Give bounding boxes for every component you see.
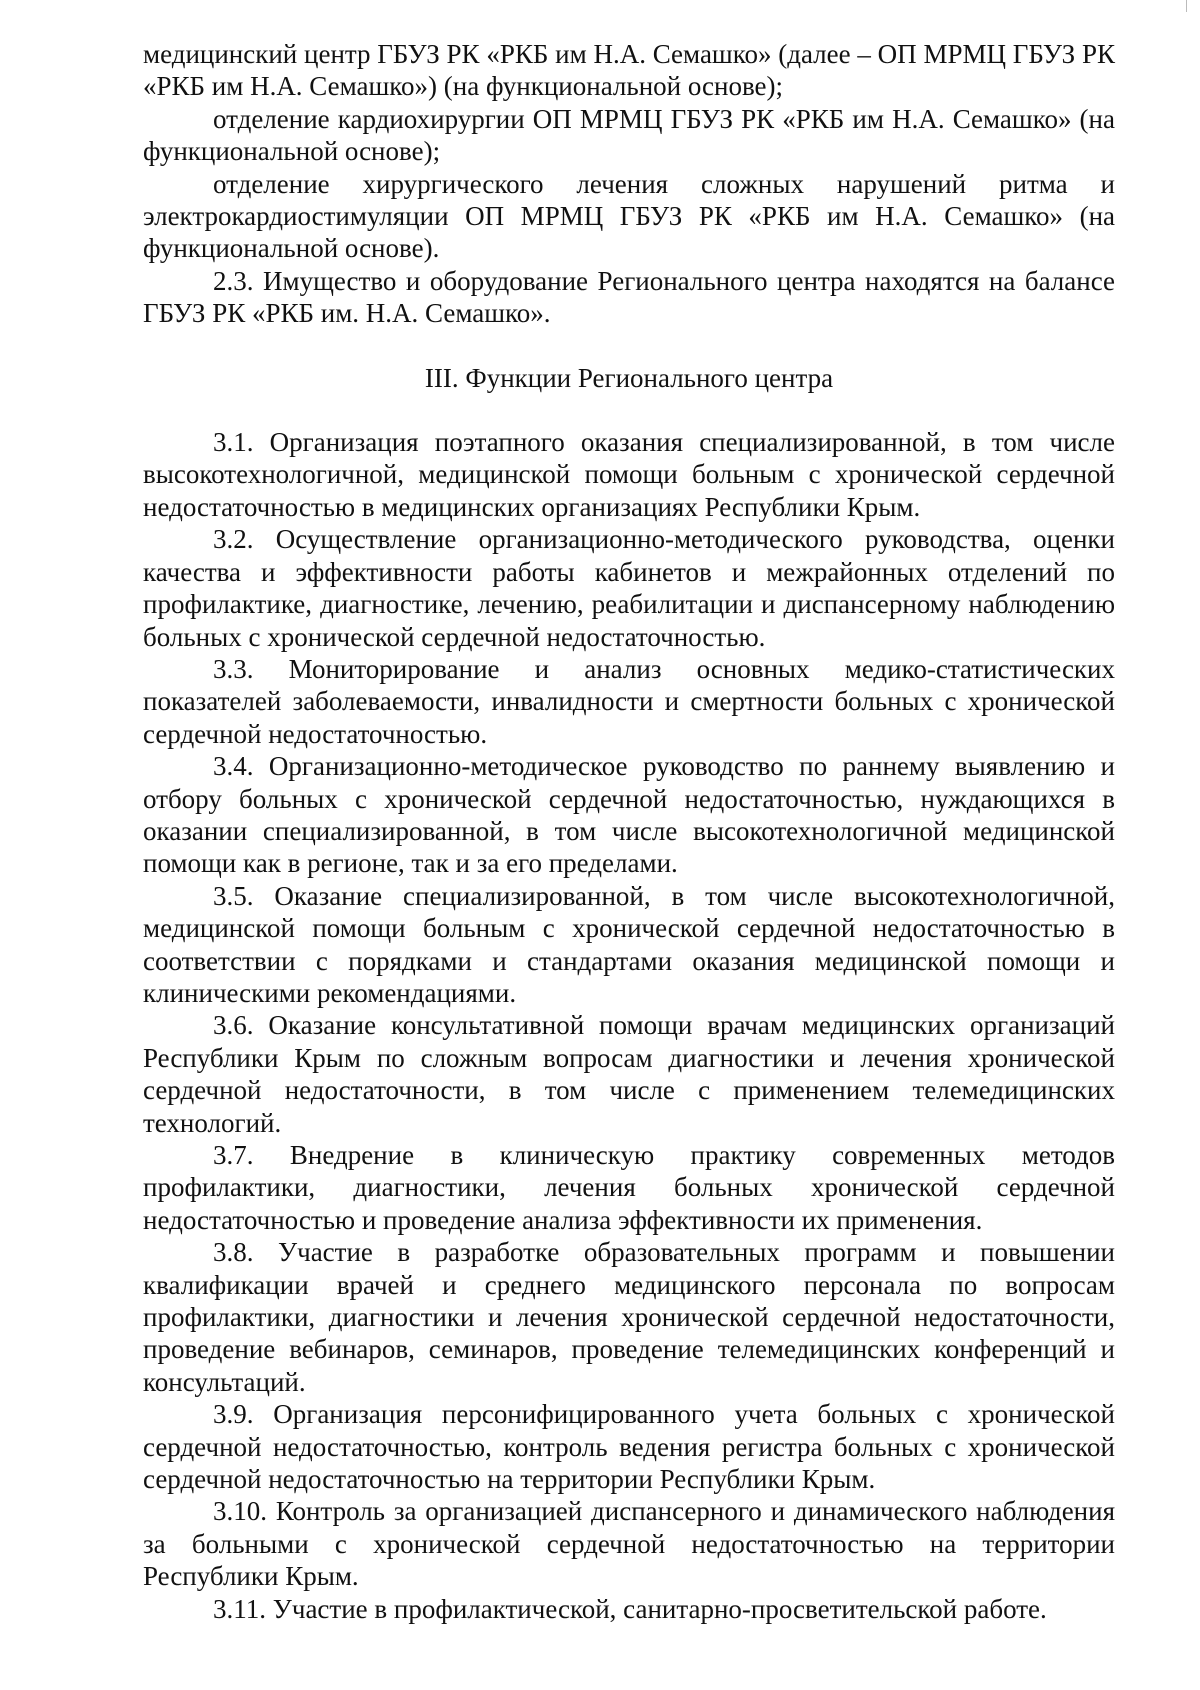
item-3-2: 3.2. Осуществление организационно-методического руководства, оценки качества и эффективности работы кабинетов и межрайонных отделений по профилактике, диагностике, лечению, реабилитации и диспансерному наблюдению больных с хронической сердечной недостаточностью.: [143, 524, 1115, 652]
item-3-4: 3.4. Организационно-методическое руководство по раннему выявлению и отбору больных с хронической сердечной недостаточностью, нуждающихся в оказании специализированной, в том числе высокотехнологичной медицинской помощи как в регионе, так и за его пределами.: [143, 751, 1115, 879]
item-3-9: 3.9. Организация персонифицированного учета больных с хронической сердечной недостаточностью, контроль ведения регистра больных с хронической сердечной недостаточностью на территории Республики Крым.: [143, 1399, 1115, 1495]
item-3-1: 3.1. Организация поэтапного оказания специализированной, в том числе высокотехнологичной, медицинской помощи больным с хронической сердечной недостаточностью в медицинских организациях Республики Крым.: [143, 427, 1115, 522]
item-3-10: 3.10. Контроль за организацией диспансерного и динамического наблюдения за больными с хронической сердечной недостаточностью на территории Республики Крым.: [143, 1496, 1115, 1592]
scan-edge-mark: [1186, 0, 1193, 12]
item-3-6: 3.6. Оказание консультативной помощи врачам медицинских организаций Республики Крым по сложным вопросам диагностики и лечения хронической сердечной недостаточности, в том числе с применением телемедицинских технологий.: [143, 1010, 1115, 1138]
item-3-5: 3.5. Оказание специализированной, в том числе высокотехнологичной, медицинской помощи больным с хронической сердечной недостаточностью в соответствии с порядками и стандартами оказания медицинской помощи и клиническими рекомендациями.: [143, 880, 1115, 1008]
paragraph-arrhythmia-dept: отделение хирургического лечения сложных нарушений ритма и электрокардиостимуляции ОП МРМЦ ГБУЗ РК «РКБ им Н.А. Семашко» (на функциональной основе).: [143, 168, 1115, 264]
item-3-11: 3.11. Участие в профилактической, санитарно-просветительской работе.: [213, 1593, 1047, 1624]
paragraph-2-3: 2.3. Имущество и оборудование Регионального центра находятся на балансе ГБУЗ РК «РКБ им. Н.А. Семашко».: [143, 265, 1115, 329]
section-heading: III. Функции Регионального центра: [424, 362, 834, 393]
paragraph-continuation: медицинский центр ГБУЗ РК «РКБ им Н.А. Семашко» (далее – ОП МРМЦ ГБУЗ РК «РКБ им Н.А. Семашко») (на функциональной основе);: [143, 39, 1115, 102]
paragraph-cardiosurgery-dept: отделение кардиохирургии ОП МРМЦ ГБУЗ РК «РКБ им Н.А. Семашко» (на функциональной основе);: [143, 103, 1115, 167]
item-3-7: 3.7. Внедрение в клиническую практику современных методов профилактики, диагностики, лечения больных хронической сердечной недостаточностью и проведение анализа эффективности их применения.: [143, 1140, 1115, 1235]
item-3-3: 3.3. Мониторирование и анализ основных медико-статистических показателей заболеваемости, инвалидности и смертности больных с хронической сердечной недостаточностью.: [143, 653, 1115, 749]
item-3-8: 3.8. Участие в разработке образовательных программ и повышении квалификации врачей и среднего медицинского персонала по вопросам профилактики, диагностики и лечения хронической сердечной недостаточности, проведение вебинаров, семинаров, проведение телемедицинских конференций и консультаций.: [143, 1237, 1115, 1397]
document-body: [143, 38, 1115, 1625]
